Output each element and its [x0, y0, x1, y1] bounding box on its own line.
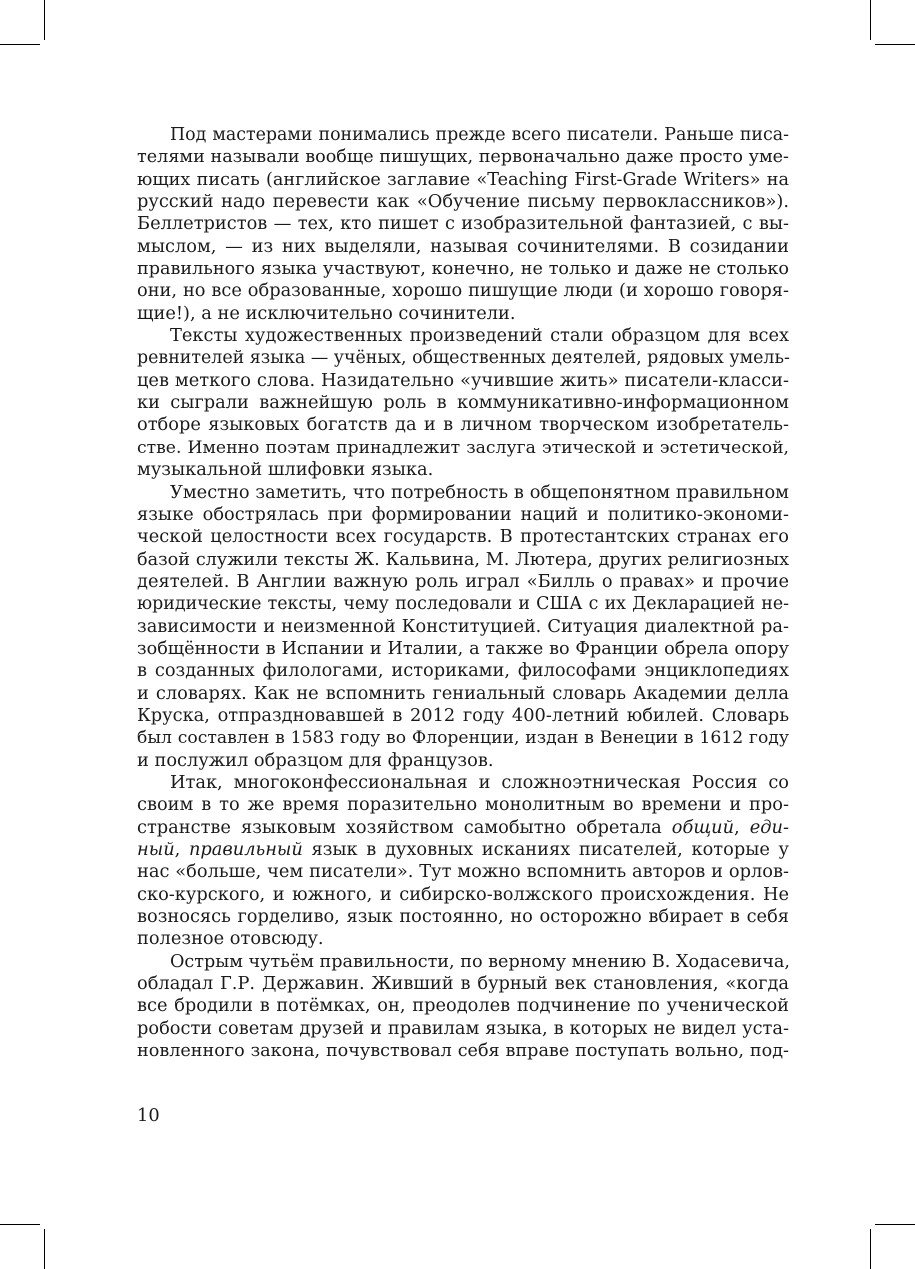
paragraph-3	[137, 482, 789, 772]
text-line: цев меткого слова. Назидательно «учившие жить» писатели-класси-	[137, 369, 789, 391]
paragraph-5	[137, 951, 789, 1063]
text-line: Круска, отпраздновавшей в 2012 году 400-летний юбилей. Словарь	[137, 704, 789, 726]
text-line: Острым чутьём правильности, по верному мнению В. Ходасевича,	[170, 951, 791, 972]
crop-mark-top-left-vertical	[44, 0, 45, 40]
text-line: ющих писать (английское заглавие «Teaching First-Grade Writers» на	[137, 169, 789, 190]
text-line: ревнителей языка — учёных, общественных деятелей, рядовых умель-	[137, 348, 790, 369]
text-line: робости советам друзей и правилам языка, в которых не видел уста-	[137, 1017, 789, 1039]
text-line: деятелей. В Англии важную роль играл «Билль о правах» и прочие	[137, 570, 789, 592]
text-line: Уместно заметить, что потребность в общепонятном правильном	[170, 481, 789, 503]
text-line: и словарях. Как не вспомнить гениальный словарь Академии делла	[137, 682, 789, 704]
italic-word: общий	[671, 816, 735, 838]
text-line	[137, 839, 789, 861]
text-run: ,	[174, 839, 189, 860]
text-line: зависимости и неизменной Конституцией. Ситуация диалектной ра-	[137, 615, 789, 637]
text-line: был составлен в 1583 году во Флоренции, издан в Венеции в 1612 году	[137, 728, 789, 749]
text-line: ско-курского, и южного, и сибирско-волжского происхождения. Не	[137, 883, 789, 905]
text-line: Под мастерами понимались прежде всего писатели. Раньше писа-	[170, 125, 789, 145]
text-line: русский надо перевести как «Обучение письму первоклассников»).	[137, 191, 789, 213]
text-line: юридические тексты, чему последовали и США с их Декларацией не-	[137, 594, 789, 615]
text-line: языке обострялась при формировании наций и политико-экономи-	[137, 503, 789, 525]
text-run: странстве языковым хозяйством самобытно обретала	[137, 816, 672, 838]
text-line: стве. Именно поэтам принадлежит заслуга этической и эстетической,	[137, 437, 789, 458]
text-line: и послужил образцом для французов.	[137, 749, 494, 771]
text-line: нас «больше, чем писатели». Тут можно вспомнить авторов и орлов-	[137, 861, 789, 883]
crop-mark-bottom-left-vertical	[44, 1229, 45, 1269]
text-line: зобщённости в Испании и Италии, а также во Франции обрела опору	[137, 638, 789, 659]
text-line: музыкальной шлифовки языка.	[137, 459, 434, 481]
text-line: мыслом, — из них выделяли, называя сочинителями. В созидании	[137, 235, 789, 257]
italic-word: ный	[137, 839, 175, 860]
text-line: полезное отовсюду.	[137, 928, 324, 950]
text-line: в созданных филологами, историками, философами энциклопедиях	[137, 660, 789, 682]
paragraph-4	[137, 772, 789, 951]
crop-mark-bottom-right-horizontal	[875, 1224, 915, 1225]
text-line: правильного языка участвуют, конечно, не только и даже не столько	[137, 259, 789, 280]
crop-mark-bottom-left-horizontal	[0, 1224, 40, 1225]
italic-word: правильный	[188, 839, 303, 860]
text-run: ,	[734, 816, 750, 838]
text-line	[137, 817, 789, 839]
page-number: 10	[137, 1105, 160, 1126]
text-line: базой служили тексты Ж. Кальвина, М. Лютера, других религиозных	[137, 549, 789, 570]
italic-word: еди-	[749, 816, 789, 838]
text-line: обладал Г.Р. Державин. Живший в бурный век становления, «когда	[137, 973, 789, 995]
crop-mark-top-right-horizontal	[875, 44, 915, 45]
crop-mark-bottom-right-vertical	[870, 1229, 871, 1269]
text-line: Итак, многоконфессиональная и сложноэтническая Россия со	[170, 771, 789, 793]
text-line: Беллетристов — тех, кто пишет с изобразительной фантазией, с вы-	[137, 213, 789, 235]
text-line: ческой целостности всех государств. В протестантских странах его	[137, 526, 789, 548]
text-run: язык в духовных исканиях писателей, которые у	[302, 839, 789, 860]
crop-mark-top-right-vertical	[870, 0, 871, 40]
text-line: они, но все образованные, хорошо пишущие люди (и хорошо говоря-	[137, 280, 789, 302]
text-line: ки сыграли важнейшую роль в коммуникативно-информационном	[137, 392, 789, 414]
body-text	[137, 124, 789, 1062]
text-line: телями называли вообще пишущих, первоначально даже просто уме-	[137, 147, 789, 168]
paragraph-1	[137, 124, 789, 325]
crop-mark-top-left-horizontal	[0, 44, 40, 45]
text-line: все бродили в потёмках, он, преодолев подчинение по ученической	[137, 995, 789, 1017]
text-line: возносясь горделиво, язык постоянно, но осторожно вбирает в себя	[137, 906, 789, 928]
text-line: отборе языковых богатств да и в личном творческом изобретатель-	[137, 414, 789, 436]
text-line: щие!), а не исключительно сочинители.	[137, 302, 516, 324]
text-line: своим в то же время поразительно монолитным во времени и про-	[137, 794, 789, 816]
text-line: Тексты художественных произведений стали образцом для всех	[170, 325, 789, 347]
paragraph-2	[137, 325, 789, 481]
text-line: новленного закона, почувствовал себя вправе поступать вольно, под-	[137, 1041, 789, 1062]
